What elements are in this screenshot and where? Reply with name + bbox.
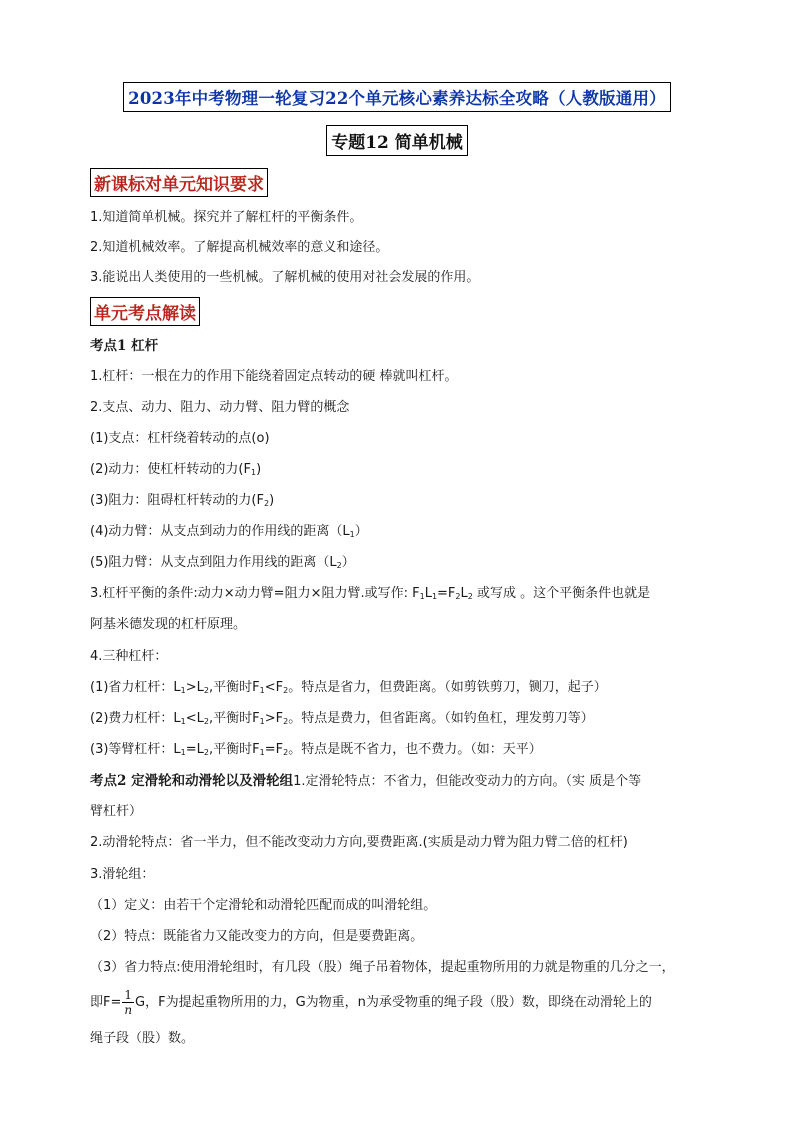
lever-type-line: (3)等臂杠杆：$L_1=L_2$,平衡时$F_1=F_2$。特点是既不省力，也不费力。（如：天平） — [90, 742, 542, 757]
text-line: 2.动滑轮特点：省一半力，但不能改变动力方向,要费距离.(实质是动力臂为阻力臂二倍的杠杆) — [90, 835, 628, 850]
text-line: 臂杠杆） — [90, 804, 143, 819]
section-heading-requirements: 新课标对单元知识要求 — [90, 168, 268, 197]
lever-type-line: (1)省力杠杆：$L_1>L_2$,平衡时$F_1<F_2$。特点是省力，但费距离。（如剪铁剪刀，铡刀，起子） — [90, 680, 607, 695]
text-line: 3.滑轮组： — [90, 867, 155, 882]
requirement-item: 3.能说出人类使用的一些机械。了解机械的使用对社会发展的作用。 — [90, 270, 480, 285]
pulley-intro-line: 考点2 定滑轮和动滑轮以及滑轮组1.定滑轮特点：不省力，但能改变动力的方向。（实 质是个等 — [90, 773, 642, 789]
text-line: 绳子段（股）数。 — [90, 1031, 195, 1046]
text-line: （2）特点：既能省力又能改变力的方向，但是要费距离。 — [90, 929, 424, 944]
text-line: (2)动力：使杠杆转动的力$(F_1)$ — [90, 462, 262, 477]
text-line: 2.支点、动力、阻力、动力臂、阻力臂的概念 — [90, 400, 350, 415]
document-title: 2023年中考物理一轮复习22个单元核心素养达标全攻略（人教版通用） — [123, 82, 671, 112]
text-line: （1）定义：由若干个定滑轮和动滑轮匹配而成的叫滑轮组。 — [90, 898, 437, 913]
requirement-item: 2.知道机械效率。了解提高机械效率的意义和途径。 — [90, 240, 389, 255]
point-title-lever: 考点1 杠杆 — [90, 338, 159, 354]
document-title-row — [0, 82, 794, 112]
text-line: (4)动力臂：从支点到动力的作用线的距离$(L_1)$ — [90, 524, 368, 539]
text-line: 阿基米德发现的杠杆原理。 — [90, 617, 247, 632]
lever-type-line: (2)费力杠杆：$L_1<L_2$,平衡时$F_1>F_2$。特点是费力，但省距离。（如钓鱼杠，理发剪刀等） — [90, 711, 594, 726]
document-subtitle-row — [0, 125, 794, 156]
text-line: (3)阻力：阻碍杠杆转动的力$(F_2)$ — [90, 493, 275, 508]
text-line: 4.三种杠杆： — [90, 649, 168, 664]
fraction-one-over-n: $\frac{1}{n}$ — [124, 988, 133, 1017]
section-heading-unit-points: 单元考点解读 — [90, 297, 200, 326]
document-subtitle: 专题12 简单机械 — [326, 125, 468, 156]
point-title-pulley: 考点2 定滑轮和动滑轮以及滑轮组 — [90, 773, 294, 789]
requirement-item: 1.知道简单机械。探究并了解杠杆的平衡条件。 — [90, 210, 363, 225]
text-line: 1.杠杆：一根在力的作用下能绕着固定点转动的硬 棒就叫杠杆。 — [90, 369, 458, 384]
text-line: （3）省力特点:使用滑轮组时，有几段（股）绳子吊着物体，提起重物所用的力就是物重的几分之一， — [90, 960, 675, 975]
formula-line: 即F= $\frac{1}{n}$ G，F为提起重物所用的力，G为物重，n为承受物重的绳子段（股）数，即绕在动滑轮上的 — [90, 988, 652, 1017]
text-line: (1)支点：杠杆绕着转动的点(o) — [90, 431, 270, 446]
text-line: (5)阻力臂：从支点到阻力作用线的距离$(L_2)$ — [90, 555, 355, 570]
balance-condition-line: 3.杠杆平衡的条件:动力×动力臂=阻力×阻力臂.或写作: $F_1L_1=F_2L_2$ 或写成 。这个平衡条件也就是 — [90, 586, 651, 601]
